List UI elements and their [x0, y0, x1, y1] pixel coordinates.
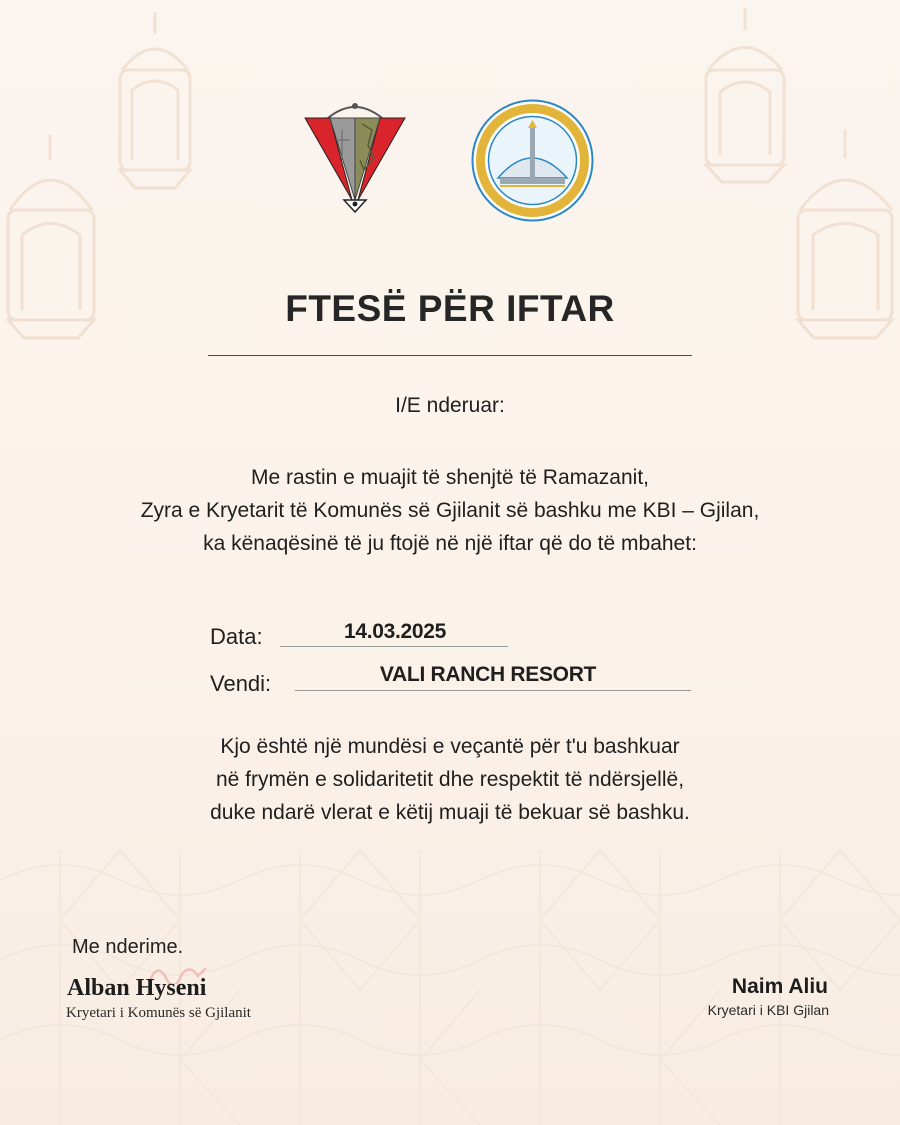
regards-text: Me nderime.: [72, 936, 184, 958]
intro-paragraph: [0, 461, 900, 560]
signatory-right-name: Naim Aliu: [731, 975, 828, 998]
lantern-icon: [120, 12, 190, 188]
intro-line: Me rastin e muajit të shenjtë të Ramazanit,: [250, 466, 649, 489]
kbi-emblem-icon: [470, 98, 595, 223]
signatory-left-role: Kryetari i Komunës së Gjilanit: [66, 1005, 251, 1021]
date-label: Data:: [210, 624, 263, 649]
closing-line: Kjo është një mundësi e veçantë për t'u bashkuar: [220, 735, 680, 758]
closing-line: duke ndarë vlerat e këtij muaji të bekuar së bashku.: [210, 801, 690, 824]
venue-underline: [295, 690, 691, 691]
closing-paragraph: [0, 730, 900, 829]
closing-line: në frymën e solidaritetit dhe respektit të ndërsjellë,: [215, 768, 685, 791]
venue-label: Vendi:: [210, 671, 272, 696]
intro-line: Zyra e Kryetarit të Komunës së Gjilanit së bashku me KBI – Gjilan,: [140, 499, 760, 522]
page-title: FTESË PËR IFTAR: [285, 288, 615, 329]
lantern-icon: [706, 8, 784, 182]
signatory-left-name: Alban Hyseni: [67, 975, 207, 1001]
municipality-emblem-icon: [300, 100, 410, 220]
greeting: I/E nderuar:: [395, 394, 505, 417]
intro-line: ka kënaqësinë të ju ftojë në një iftar që do të mbahet:: [203, 532, 697, 555]
date-underline: [280, 646, 508, 647]
title-divider: [208, 355, 692, 356]
venue-value: VALI RANCH RESORT: [379, 663, 597, 686]
date-value: 14.03.2025: [343, 620, 447, 643]
signatory-right-role: Kryetari i KBI Gjilan: [707, 1002, 829, 1018]
